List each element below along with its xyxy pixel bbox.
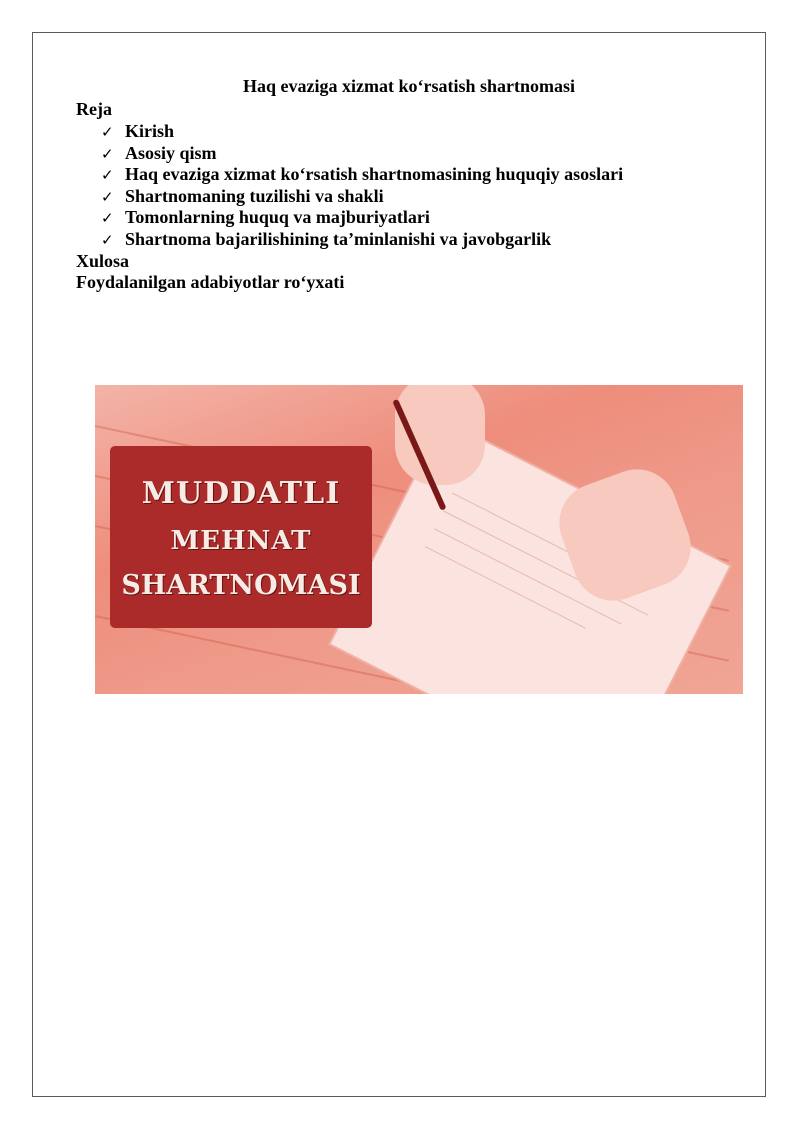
image-label-line: MEHNAT — [170, 526, 312, 556]
conclusion-heading: Xulosa — [76, 251, 130, 271]
image-label-line: MUDDATLI — [141, 476, 341, 511]
plan-item — [101, 206, 430, 229]
checkmark-icon: ✓ — [101, 123, 114, 141]
plan-item-label: Shartnoma bajarilishining ta’minlanishi va javobgarlik — [125, 229, 552, 249]
plan-item — [101, 185, 384, 208]
plan-item-label: Tomonlarning huquq va majburiyatlari — [125, 207, 430, 227]
image-label-line: SHARTNOMASI — [121, 570, 361, 601]
plan-item — [101, 228, 551, 251]
contract-illustration — [95, 385, 743, 694]
plan-item — [101, 120, 174, 143]
checkmark-icon: ✓ — [101, 231, 114, 249]
plan-item-label: Haq evaziga xizmat ko‘rsatish shartnomasining huquqiy asoslari — [125, 164, 624, 184]
plan-item — [101, 142, 217, 165]
plan-heading: Reja — [76, 99, 112, 119]
image-label-box — [110, 446, 372, 628]
checkmark-icon: ✓ — [101, 188, 114, 206]
document-title: Haq evaziga xizmat ko‘rsatish shartnomasi — [243, 76, 575, 96]
checkmark-icon: ✓ — [101, 209, 114, 227]
plan-item-label: Kirish — [125, 121, 175, 141]
plan-item-label: Shartnomaning tuzilishi va shakli — [125, 186, 384, 206]
checkmark-icon: ✓ — [101, 145, 114, 163]
plan-item-label: Asosiy qism — [125, 143, 217, 163]
references-heading: Foydalanilgan adabiyotlar ro‘yxati — [76, 272, 345, 292]
checkmark-icon: ✓ — [101, 166, 114, 184]
plan-item — [101, 163, 623, 186]
